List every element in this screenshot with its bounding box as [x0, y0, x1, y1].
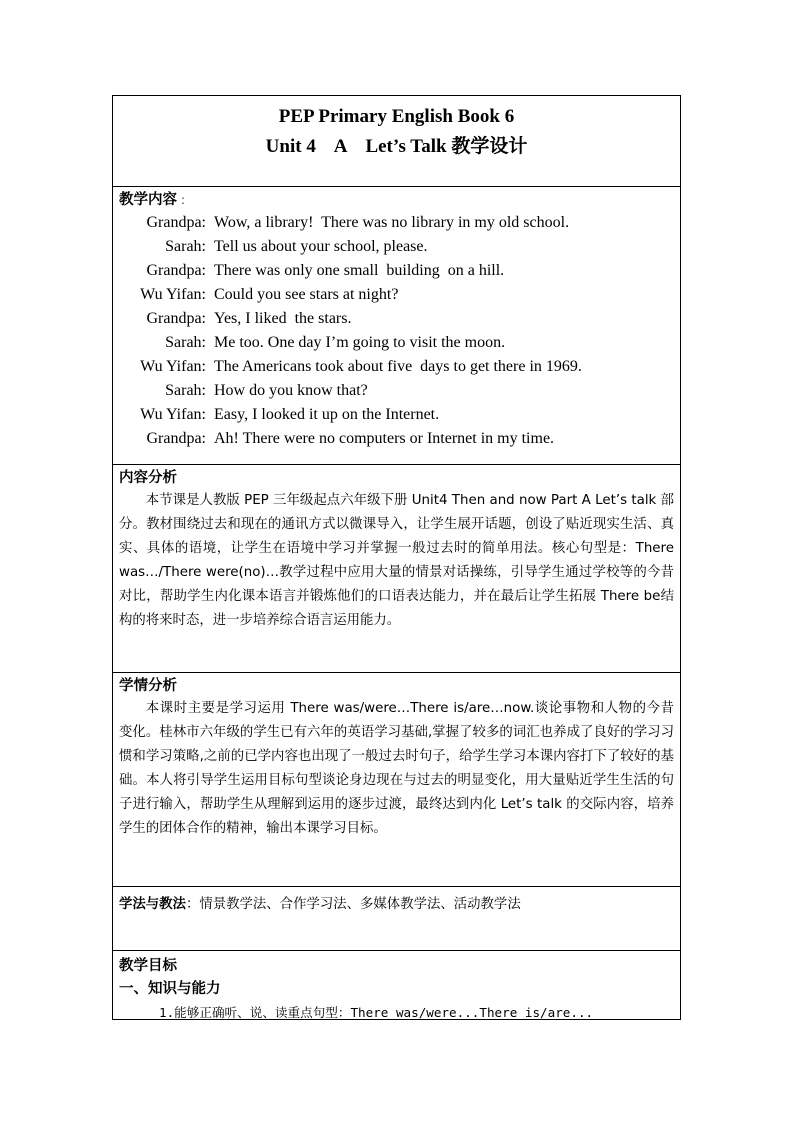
speech: Wow, a library! There was no library in my old school.	[214, 214, 570, 231]
goals-item: 1.能够正确听、说、读重点句型：There was/were...There is/are...	[159, 1005, 594, 1020]
speech: Easy, I looked it up on the Internet.	[214, 406, 440, 423]
dialog-line	[119, 331, 674, 355]
goals-label: 教学目标	[119, 958, 177, 974]
lesson-plan-table	[112, 95, 681, 1020]
speaker: Grandpa:	[146, 262, 206, 279]
dialog-line	[119, 427, 674, 451]
dialog-line	[119, 403, 674, 427]
speaker: Sarah:	[165, 238, 206, 255]
student-text: 本课时主要是学习运用 There was/were…There is/are…now.谈论事物和人物的今昔变化。桂林市六年级的学生已有六年的英语学习基础,掌握了较多的词汇也养成了良好的学习习惯和学习策略,之前的已学内容也出现了一般过去时句子，给学生学习本课内容打下了较好的基础。本人将引导学生运用目标句型谈论身边现在与过去的明显变化，用大量贴近学生生活的句子进行输入，帮助学生从理解到运用的逐步过渡，最终达到内化 Let’s talk 的交际内容，培养学生的团体合作的精神，输出本课学习目标。	[119, 701, 674, 836]
dialog-line	[119, 259, 674, 283]
method-section	[113, 887, 680, 951]
content-label	[119, 189, 674, 211]
dialog-line	[119, 235, 674, 259]
goals-subheading: 一、知识与能力	[119, 981, 221, 997]
speaker: Grandpa:	[146, 214, 206, 231]
speaker: Grandpa:	[146, 310, 206, 327]
speech: The Americans took about five days to get there in 1969.	[214, 358, 582, 375]
speech: How do you know that?	[214, 382, 368, 399]
speech: Could you see stars at night?	[214, 286, 399, 303]
content-label-colon: :	[181, 193, 186, 207]
document-subtitle: Unit 4 A Let’s Talk 教学设计	[265, 136, 528, 157]
method-label: 学法与教法	[119, 897, 186, 912]
speech: Ah! There were no computers or Internet in my time.	[214, 430, 555, 447]
speaker: Grandpa:	[146, 430, 206, 447]
speech: There was only one small building on a hill.	[214, 262, 505, 279]
analysis-text: 本节课是人教版 PEP 三年级起点六年级下册 Unit4 Then and now Part A Let’s talk 部分。教材围绕过去和现在的通讯方式以微课导入，让学生展开话题，创设了贴近现实生活、真实、具体的语境，让学生在语境中学习并掌握一般过去时的简单用法。核心句型是：There was…/There were(no)…教学过程中应用大量的情景对话操练，引导学生通过学校等的今昔对比，帮助学生内化课本语言并锻炼他们的口语表达能力，并在最后让学生拓展 There be结构的将来时态，进一步培养综合语言运用能力。	[119, 493, 674, 628]
dialog-line	[119, 283, 674, 307]
speaker: Wu Yifan:	[140, 286, 206, 303]
dialog-line	[119, 307, 674, 331]
content-section	[113, 187, 680, 465]
title-cell	[113, 96, 680, 187]
student-label: 学情分析	[119, 678, 177, 694]
content-label-text: 教学内容	[119, 192, 177, 208]
method-line	[119, 893, 674, 917]
dialog-line	[119, 379, 674, 403]
speaker: Wu Yifan:	[140, 358, 206, 375]
dialog-line	[119, 211, 674, 235]
speaker: Sarah:	[165, 334, 206, 351]
student-section	[113, 673, 680, 887]
speech: Yes, I liked the stars.	[214, 310, 352, 327]
speech: Tell us about your school, please.	[214, 238, 428, 255]
method-text: ：情景教学法、合作学习法、多媒体教学法、活动教学法	[185, 897, 521, 912]
speaker: Sarah:	[165, 382, 206, 399]
document-title: PEP Primary English Book 6	[278, 106, 515, 127]
dialog-list	[119, 211, 674, 451]
goals-section	[113, 951, 680, 1019]
analysis-section	[113, 465, 680, 673]
speech: Me too. One day I’m going to visit the moon.	[214, 334, 506, 351]
speaker: Wu Yifan:	[140, 406, 206, 423]
analysis-label: 内容分析	[119, 470, 177, 486]
dialog-line	[119, 355, 674, 379]
